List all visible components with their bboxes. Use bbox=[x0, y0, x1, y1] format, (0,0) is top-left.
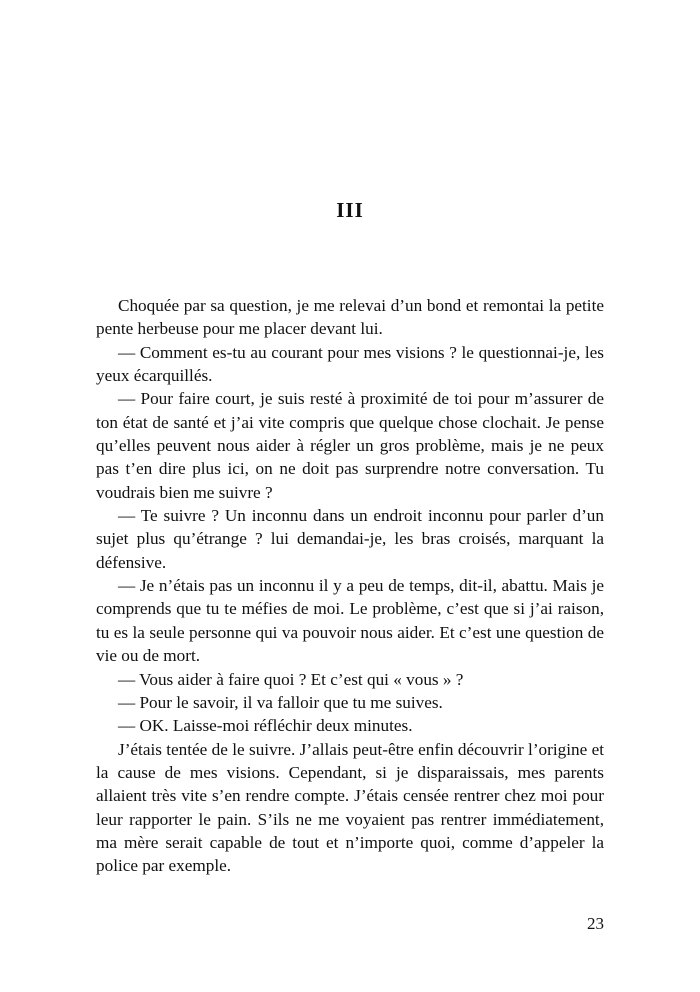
paragraph: — Vous aider à faire quoi ? Et c’est qui « vous » ? bbox=[118, 669, 464, 689]
paragraph: Choquée par sa question, je me relevai d’un bond et remontai la petite pente herbeuse pour me placer devant lui. bbox=[96, 296, 604, 339]
body-text bbox=[96, 294, 604, 878]
paragraph: — Comment es-tu au courant pour mes visions ? le questionnai-je, les yeux écarquillés. bbox=[96, 342, 604, 386]
page-number: 23 bbox=[587, 914, 604, 933]
paragraph: — OK. Laisse-moi réfléchir deux minutes. bbox=[118, 716, 413, 736]
paragraph: — Pour le savoir, il va falloir que tu me suives. bbox=[118, 692, 443, 712]
chapter-title: III bbox=[336, 198, 364, 222]
paragraph: — Je n’étais pas un inconnu il y a peu de temps, dit-il, abattu. Mais je comprends que tu te méfies de moi. Le problème, c’est que si j’ai raison, tu es la seule personne qui va pouvoir nous aider. Et c’est une question de vie ou de mort. bbox=[96, 576, 604, 666]
paragraph: — Te suivre ? Un inconnu dans un endroit inconnu pour parler d’un sujet plus qu’étrange ? lui demandai-je, les bras croisés, marquant la défensive. bbox=[96, 506, 604, 572]
paragraph: — Pour faire court, je suis resté à proximité de toi pour m’assurer de ton état de santé et j’ai vite compris que quelque chose clochait. Je pense qu’elles peuvent nous aider à régler un gros problème, mais je ne peux pas t’en dire plus ici, on ne doit pas surprendre notre conversation. Tu voudrais bien me suivre ? bbox=[96, 389, 604, 502]
paragraph: J’étais tentée de le suivre. J’allais peut-être enfin découvrir l’origine et la cause de mes visions. Cependant, si je disparaissais, mes parents allaient très vite s’en rendre compte. J’étais censée rentrer chez moi pour leur rapporter le pain. S’ils ne me voyaient pas rentrer immédiatement, ma mère serait capable de tout et n’importe quoi, comme d’appeler la police par exemple. bbox=[96, 739, 604, 876]
